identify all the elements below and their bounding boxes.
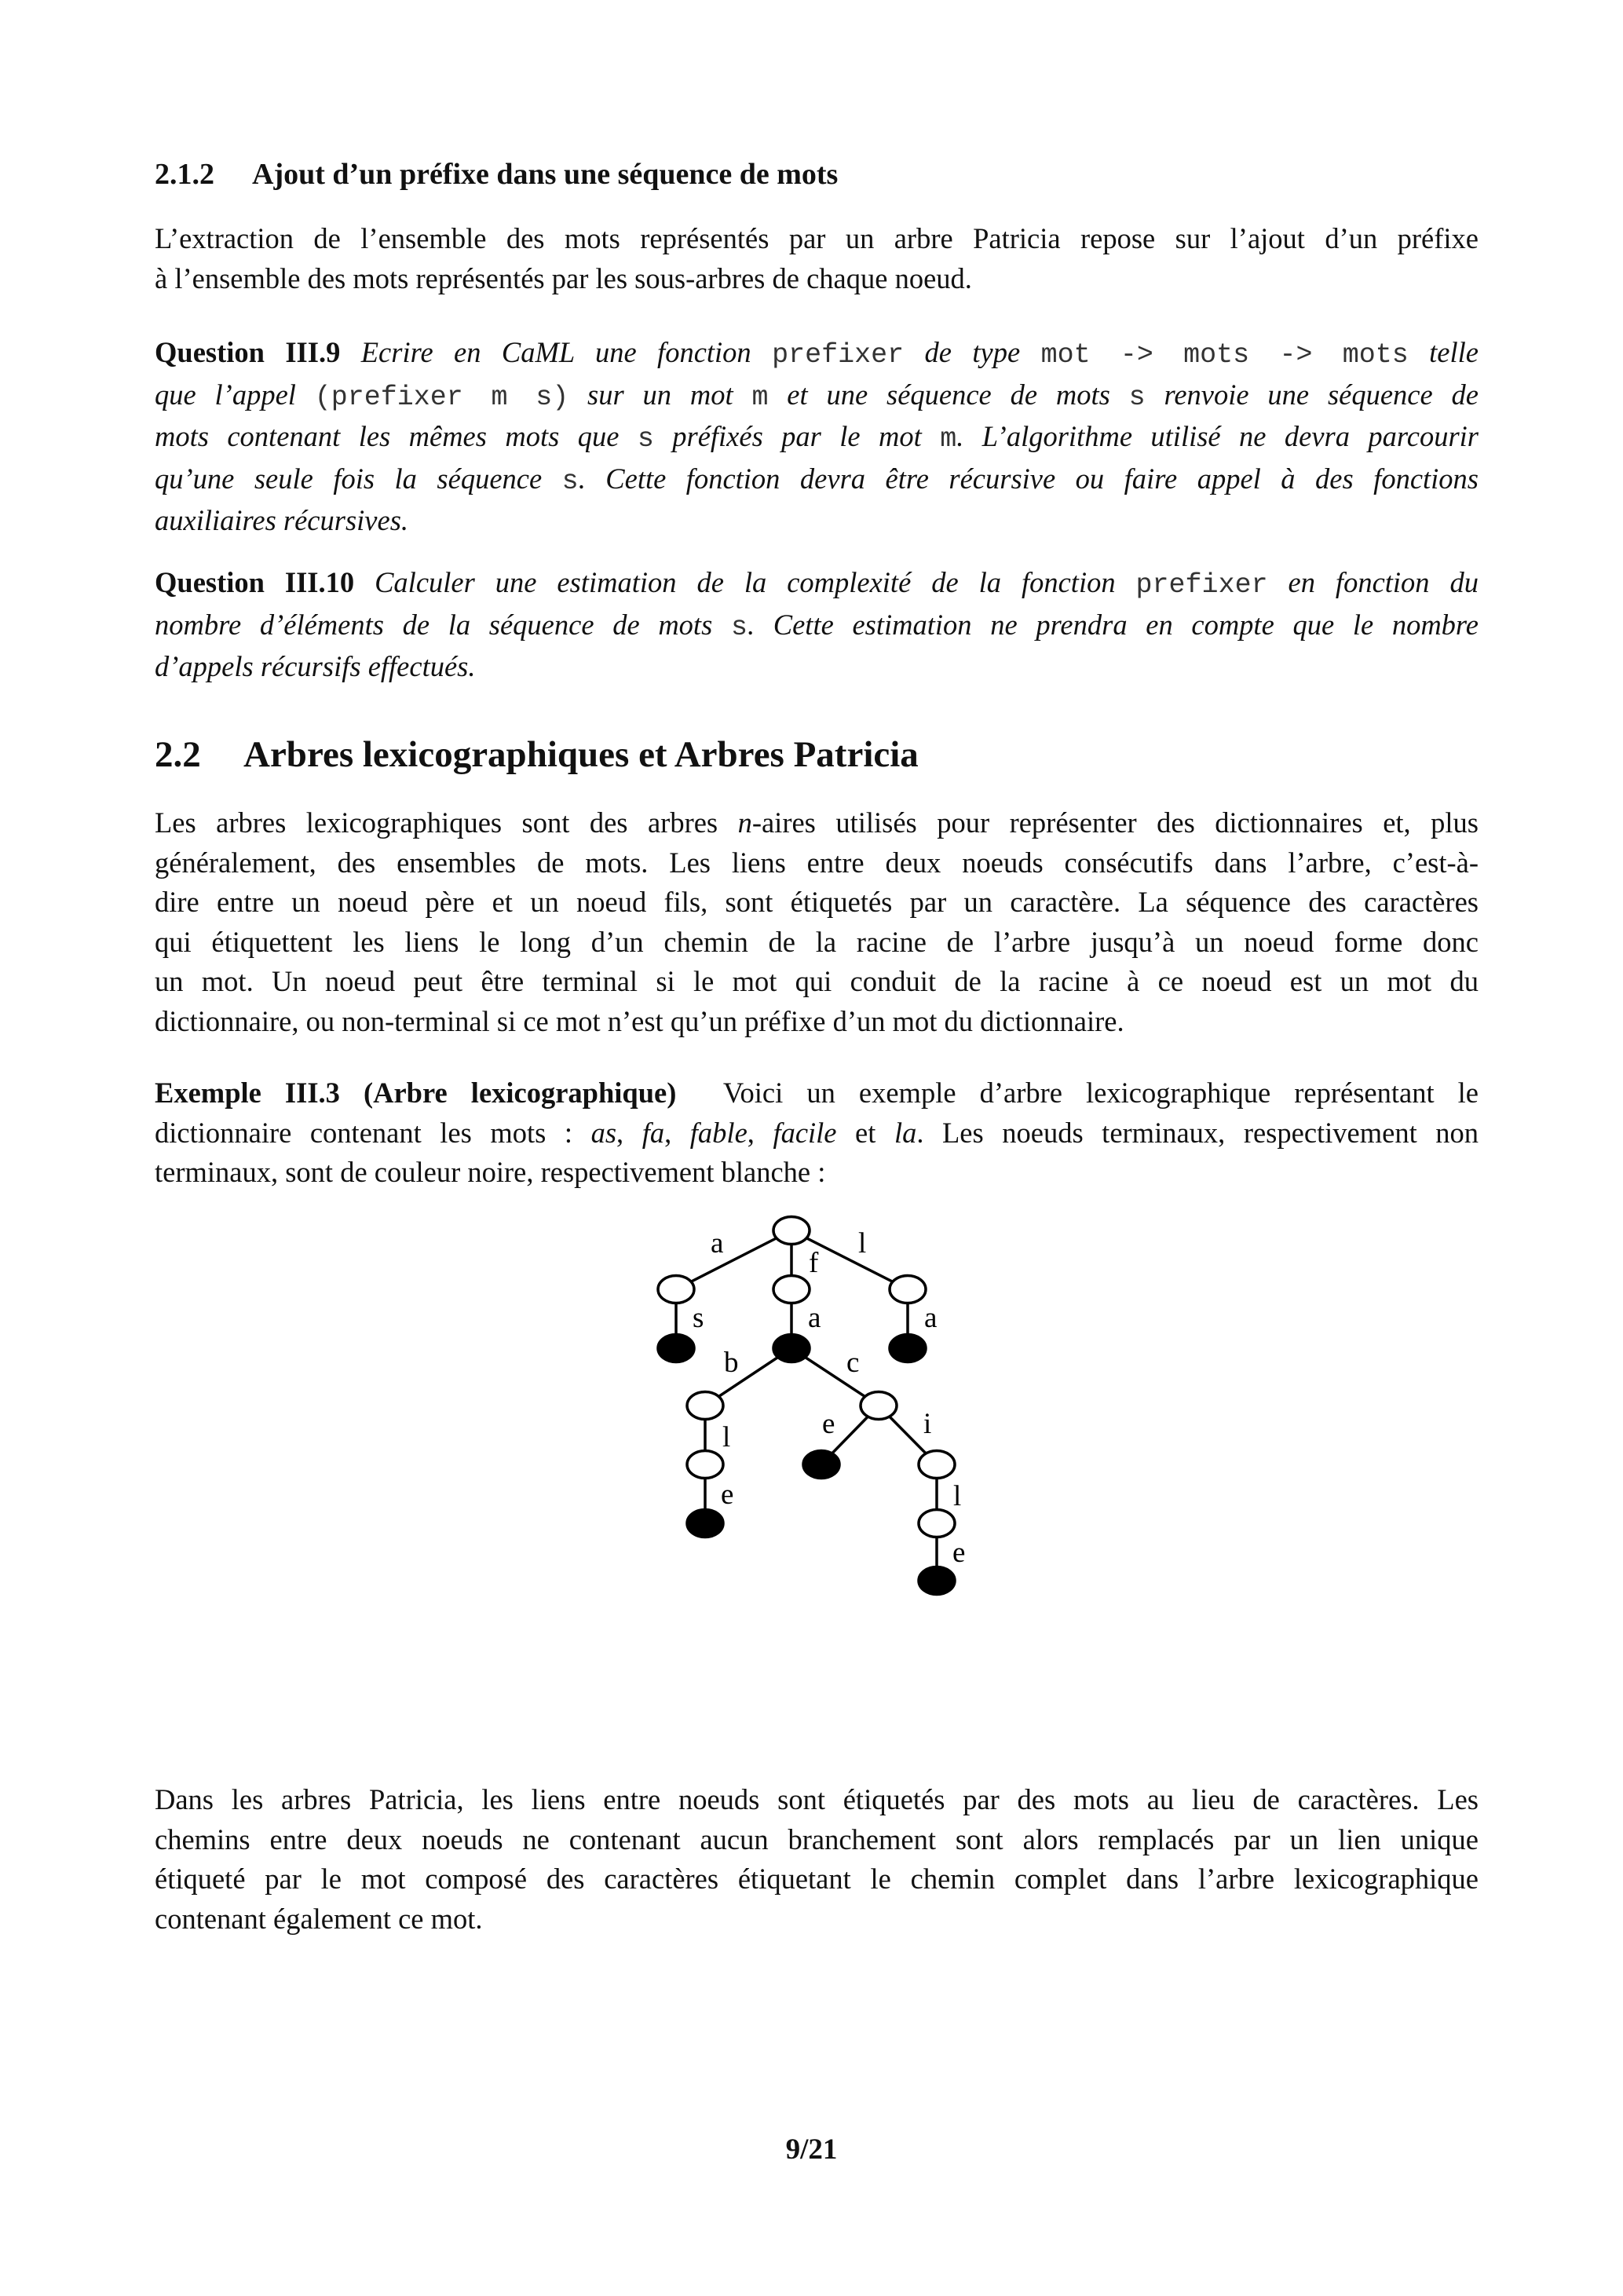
text-line: [155, 1780, 1479, 1820]
section-title: Arbres lexicographiques et Arbres Patricia: [243, 734, 919, 775]
text-run: auxiliaires récursives.: [155, 504, 409, 536]
text-run: telle: [1408, 336, 1479, 368]
text-run: généralement, des ensembles de mots. Les liens entre deux noeuds consécutifs dans l’arbre, c’est-à-: [155, 846, 1479, 879]
text-run: préfixés par le mot: [653, 420, 941, 452]
nonterminal-node: [687, 1392, 723, 1420]
section-title: Ajout d’un préfixe dans une séquence de mots: [252, 158, 839, 191]
text-run: en fonction du: [1267, 566, 1479, 598]
text-run: dictionnaire, ou non-terminal si ce mot n’est qu’un préfixe d’un mot du dictionnaire.: [155, 1004, 1124, 1037]
text-run: un mot. Un noeud peut être terminal si le mot qui conduit de la racine à ce noeud est un mot du: [155, 965, 1479, 997]
text-run: -aires utilisés pour représenter des dictionnaires et, plus: [751, 806, 1479, 839]
text-line: [155, 1820, 1479, 1860]
page-number: 9/21: [785, 2133, 838, 2166]
text-run: d’appels récursifs effectués.: [155, 650, 476, 682]
text-run: Calculer une estimation de la complexité de la fonction: [354, 566, 1136, 598]
nonterminal-node: [890, 1276, 926, 1303]
text-run: nombre d’éléments de la séquence de mots: [155, 608, 731, 641]
text-run: facile: [773, 1116, 837, 1149]
code-text: mot -> mots -> mots: [1040, 339, 1409, 371]
text-run: sur un mot: [568, 378, 752, 411]
text-run: qui étiquettent les liens le long d’un chemin de la racine de l’arbre jusqu’à un noeud forme donc: [155, 925, 1479, 958]
nonterminal-node: [861, 1392, 897, 1420]
edge-label: i: [923, 1408, 932, 1440]
terminal-node: [687, 1510, 723, 1537]
text-run: dire entre un noeud père et un noeud fils, sont étiquetés par un caractère. La séquence des caractères: [155, 886, 1479, 918]
text-run: Dans les arbres Patricia, les liens entre noeuds sont étiquetés par des mots au lieu de caractères. Les: [155, 1783, 1479, 1815]
text-run: ,: [616, 1116, 642, 1149]
edge-label: l: [858, 1227, 867, 1260]
nonterminal-node: [919, 1510, 955, 1537]
text-run: as: [590, 1116, 617, 1149]
text-line: [155, 1899, 1479, 1940]
code-text: (prefixer m s): [314, 381, 569, 413]
text-run: . L’algorithme utilisé ne devra parcourir: [956, 420, 1479, 452]
nonterminal-node: [773, 1276, 810, 1303]
edge-label: a: [924, 1302, 938, 1334]
text-run: . Les noeuds terminaux, respectivement non: [916, 1116, 1479, 1149]
text-run: mots contenant les mêmes mots que: [155, 420, 638, 452]
text-run: terminaux, sont de couleur noire, respectivement blanche :: [155, 1156, 826, 1188]
edge-label: a: [711, 1227, 724, 1260]
text-run: chemins entre deux noeuds ne contenant aucun branchement sont alors remplacés par un lien unique: [155, 1823, 1479, 1855]
text-run: ,: [747, 1116, 773, 1149]
edge-label: l: [953, 1480, 962, 1512]
text-run: fable: [689, 1116, 748, 1149]
text-run: et: [836, 1116, 894, 1149]
nonterminal-node: [919, 1451, 955, 1479]
code-text: prefixer: [1135, 569, 1268, 601]
text-run: Les arbres lexicographiques sont des arbres: [155, 806, 738, 839]
nonterminal-node: [687, 1451, 723, 1479]
edge-label: f: [809, 1247, 819, 1279]
text-run: dictionnaire contenant les mots :: [155, 1116, 591, 1149]
text-run: Voici un exemple d’arbre lexicographique représentant le: [676, 1077, 1479, 1109]
bold-label: Exemple III.3 (Arbre lexicographique): [155, 1077, 677, 1109]
bold-label: Question III.10: [155, 566, 355, 598]
text-run: la: [894, 1116, 917, 1149]
text-run: fa: [642, 1116, 665, 1149]
nonterminal-node: [658, 1276, 694, 1303]
code-text: prefixer: [772, 339, 905, 371]
text-run: . Cette estimation ne prendra en compte que le nombre: [747, 608, 1479, 641]
terminal-node: [890, 1335, 926, 1362]
text-run: de type: [904, 336, 1041, 368]
bold-label: Question III.9: [155, 336, 341, 368]
text-line: [155, 1859, 1479, 1899]
terminal-node: [919, 1567, 955, 1595]
text-run: ,: [664, 1116, 690, 1149]
text-run: étiqueté par le mot composé des caractères étiquetant le chemin complet dans l’arbre lexicographique: [155, 1863, 1479, 1895]
text-run: L’extraction de l’ensemble des mots représentés par un arbre Patricia repose sur l’ajout d’un préfixe: [155, 222, 1479, 254]
terminal-node: [803, 1451, 839, 1479]
code-text: m: [940, 423, 957, 455]
edge-label: e: [952, 1537, 966, 1569]
text-run: n: [737, 806, 752, 839]
section-number: 2.2: [155, 734, 201, 775]
edge-label: l: [722, 1421, 731, 1453]
text-run: à l’ensemble des mots représentés par les sous-arbres de chaque noeud.: [155, 261, 972, 294]
text-run: qu’une seule fois la séquence: [155, 462, 562, 495]
edge-label: b: [724, 1347, 739, 1379]
paragraph-patricia: [155, 1780, 1479, 1939]
edge-label: s: [693, 1302, 704, 1334]
edge-label: e: [721, 1479, 734, 1511]
edge-label: c: [846, 1347, 860, 1379]
text-run: renvoie une séquence de: [1145, 378, 1479, 411]
code-text: s: [730, 611, 748, 643]
terminal-node: [658, 1335, 694, 1362]
nonterminal-node: [773, 1217, 810, 1245]
code-text: m: [751, 381, 769, 413]
code-text: s: [1128, 381, 1146, 413]
edge-label: a: [808, 1302, 821, 1334]
text-run: Ecrire en CaML une fonction: [340, 336, 773, 368]
section-number: 2.1.2: [155, 158, 214, 191]
edge-label: e: [822, 1408, 835, 1440]
text-run: . Cette fonction devra être récursive ou faire appel à des fonctions: [578, 462, 1479, 495]
terminal-node: [773, 1335, 810, 1362]
code-text: s: [561, 465, 579, 497]
text-run: et une séquence de mots: [768, 378, 1129, 411]
text-run: que l’appel: [155, 378, 315, 411]
code-text: s: [637, 423, 654, 455]
tree-edge: [676, 1230, 791, 1289]
text-run: contenant également ce mot.: [155, 1902, 483, 1935]
